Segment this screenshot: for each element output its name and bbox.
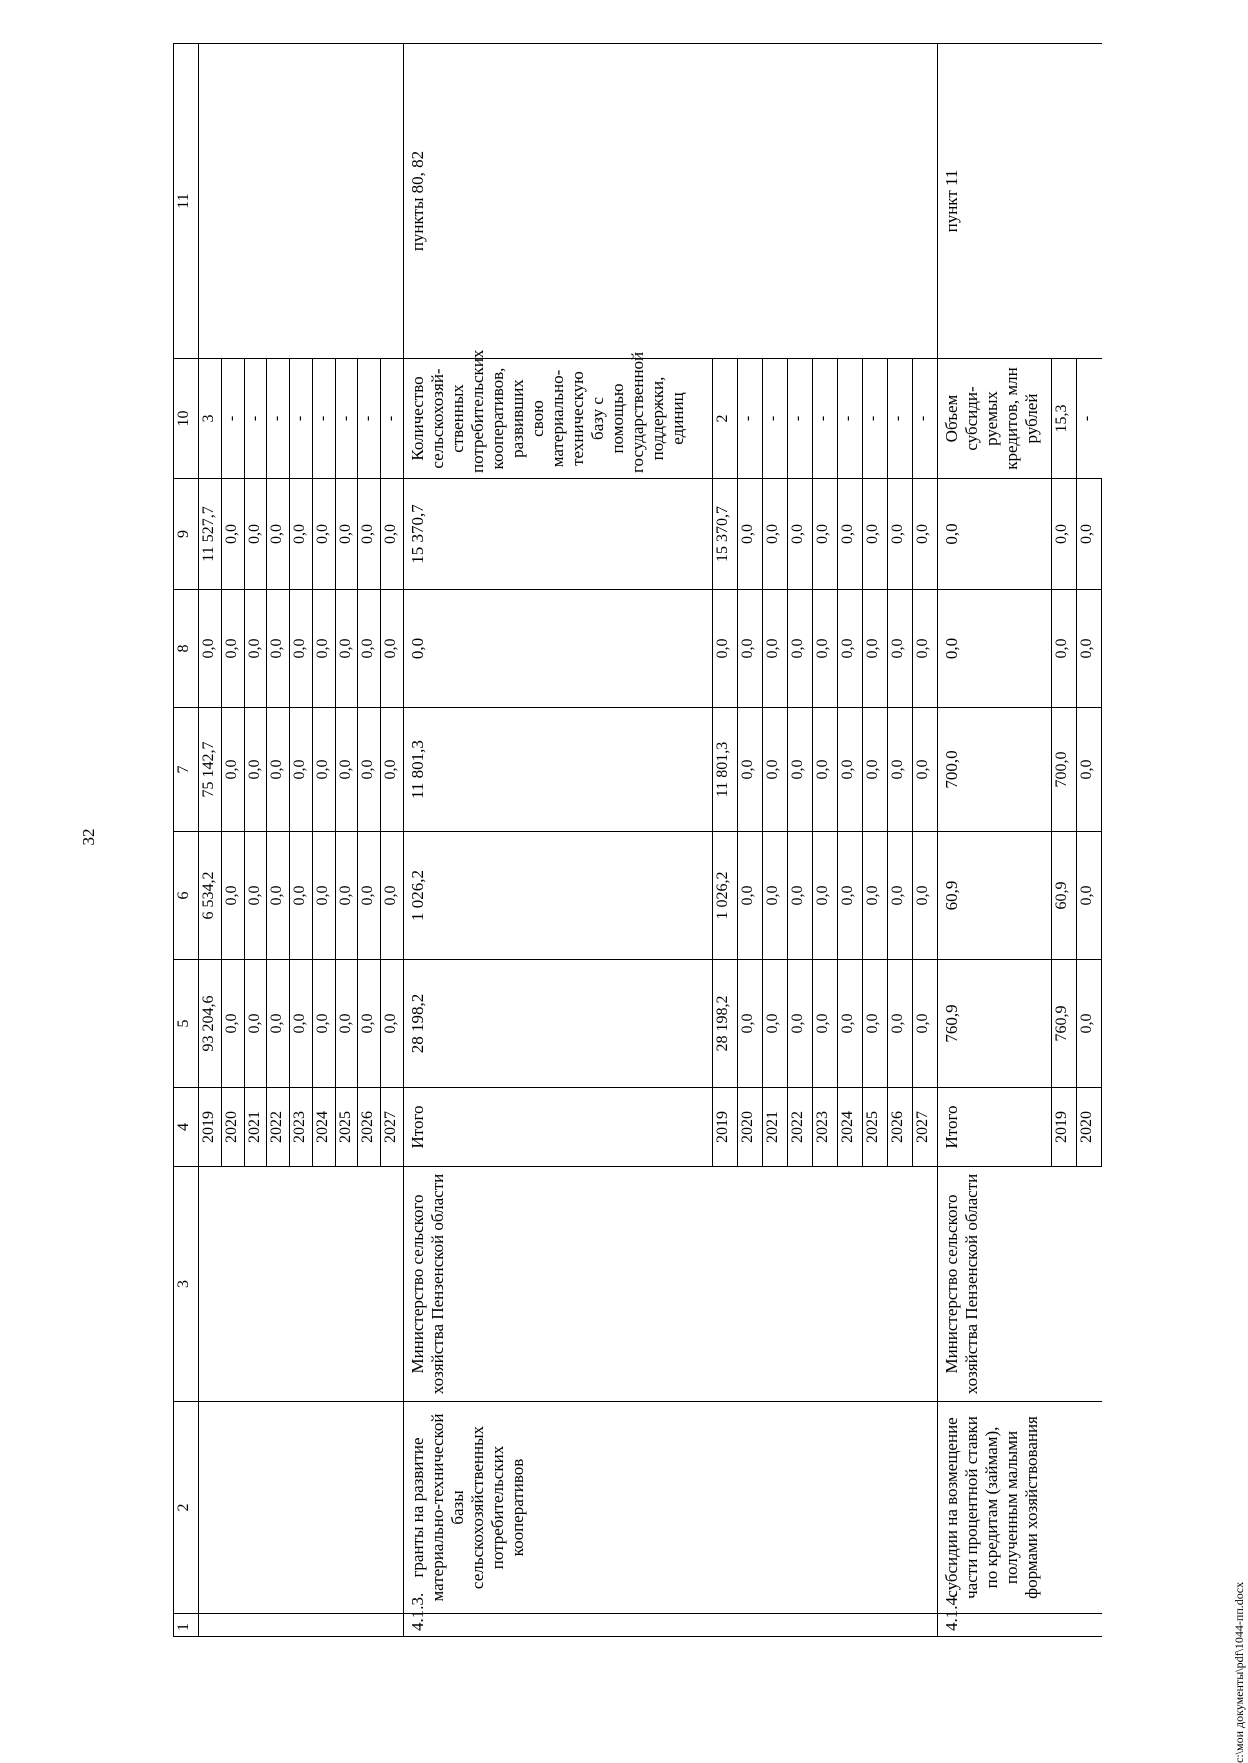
value-c5: 760,9 [1051,960,1076,1088]
value-c5: 0,0 [335,960,358,1088]
total-c5: 28 198,2 [403,960,712,1088]
value-c8: 0,0 [912,590,937,708]
section-executor: Министерство сельского хозяйства Пензенской области [403,1167,937,1402]
value-c7: 11 801,3 [713,708,738,832]
value-c9: 0,0 [788,479,813,590]
value-c7: 0,0 [312,708,335,832]
value-c9: 0,0 [221,479,244,590]
value-c7: 0,0 [887,708,912,832]
year-cell: 2020 [738,1088,763,1167]
value-c5: 93 204,6 [198,960,221,1088]
indicator-cell: Объем субсиди-руемых кредитов, млн рублей [937,359,1051,479]
section-name: гранты на развитие материально-технической базы сельскохозяйственных потребительских кооперативов [403,1402,937,1614]
header-col-8: 8 [174,590,199,708]
value-c7: 0,0 [244,708,267,832]
value-c7: 0,0 [1076,708,1101,832]
year-cell: 2019 [198,1088,221,1167]
header-col-5: 5 [174,960,199,1088]
value-c7: 0,0 [838,708,863,832]
value-c10: - [813,359,838,479]
rotated-table-container [173,44,1102,1637]
value-c7: 0,0 [290,708,313,832]
value-c5: 0,0 [763,960,788,1088]
value-c9: 0,0 [838,479,863,590]
section-code: 4.1.4. [937,1614,1101,1637]
value-c10: - [244,359,267,479]
reference-cell [198,44,403,359]
section-name: субсидии на возмещение части процентной ставки по кредитам (займам), полученным малыми формами хозяйствования [937,1402,1101,1614]
year-cell: 2027 [381,1088,404,1167]
year-cell: 2022 [788,1088,813,1167]
value-c6: 0,0 [738,832,763,960]
value-c9: 0,0 [863,479,888,590]
value-c9: 11 527,7 [198,479,221,590]
executor-cell [198,1167,403,1402]
year-cell: 2019 [713,1088,738,1167]
value-c6: 0,0 [335,832,358,960]
value-c5: 0,0 [912,960,937,1088]
value-c8: 0,0 [1076,590,1101,708]
value-c7: 700,0 [1051,708,1076,832]
value-c8: 0,0 [1051,590,1076,708]
section-total-row [403,44,712,1637]
value-c8: 0,0 [221,590,244,708]
value-c10: - [788,359,813,479]
page-number: 32 [79,828,98,846]
value-c9: 15 370,7 [713,479,738,590]
total-label: Итого [403,1088,712,1167]
value-c8: 0,0 [788,590,813,708]
total-label: Итого [937,1088,1051,1167]
value-c10: 2 [713,359,738,479]
value-c5: 0,0 [738,960,763,1088]
value-c5: 0,0 [312,960,335,1088]
value-c8: 0,0 [763,590,788,708]
value-c8: 0,0 [244,590,267,708]
value-c10: - [1076,359,1101,479]
year-cell: 2026 [358,1088,381,1167]
value-c6: 0,0 [312,832,335,960]
value-c6: 0,0 [267,832,290,960]
value-c10: 15,3 [1051,359,1076,479]
value-c5: 0,0 [358,960,381,1088]
year-cell: 2020 [1076,1088,1101,1167]
value-c10: - [290,359,313,479]
value-c5: 0,0 [813,960,838,1088]
year-cell: 2026 [887,1088,912,1167]
total-c9: 0,0 [937,479,1051,590]
value-c6: 0,0 [838,832,863,960]
value-c8: 0,0 [312,590,335,708]
value-c10: - [887,359,912,479]
value-c5: 0,0 [788,960,813,1088]
value-c6: 6 534,2 [198,832,221,960]
value-c6: 0,0 [221,832,244,960]
value-c6: 0,0 [763,832,788,960]
value-c7: 0,0 [788,708,813,832]
value-c6: 0,0 [813,832,838,960]
value-c8: 0,0 [381,590,404,708]
value-c10: - [312,359,335,479]
program-measures-table [173,43,1102,1637]
value-c10: - [335,359,358,479]
value-c10: 3 [198,359,221,479]
value-c5: 0,0 [221,960,244,1088]
measure-name-cell [198,1402,403,1614]
total-c8: 0,0 [937,590,1051,708]
value-c8: 0,0 [358,590,381,708]
value-c5: 0,0 [244,960,267,1088]
value-c5: 0,0 [267,960,290,1088]
value-c5: 0,0 [863,960,888,1088]
value-c7: 0,0 [912,708,937,832]
value-c10: - [267,359,290,479]
header-col-7: 7 [174,708,199,832]
value-c6: 0,0 [1076,832,1101,960]
value-c7: 0,0 [335,708,358,832]
value-c8: 0,0 [863,590,888,708]
value-c9: 0,0 [290,479,313,590]
value-c9: 0,0 [358,479,381,590]
value-c8: 0,0 [267,590,290,708]
year-cell: 2023 [813,1088,838,1167]
value-c7: 75 142,7 [198,708,221,832]
year-cell: 2021 [763,1088,788,1167]
value-c7: 0,0 [813,708,838,832]
code-cell [198,1614,403,1637]
table-row [198,44,221,1637]
header-col-10: 10 [174,359,199,479]
value-c5: 0,0 [1076,960,1101,1088]
total-c6: 60,9 [937,832,1051,960]
total-c9: 15 370,7 [403,479,712,590]
header-col-4: 4 [174,1088,199,1167]
value-c7: 0,0 [381,708,404,832]
value-c9: 0,0 [1076,479,1101,590]
value-c6: 0,0 [358,832,381,960]
value-c6: 60,9 [1051,832,1076,960]
value-c9: 0,0 [887,479,912,590]
year-cell: 2019 [1051,1088,1076,1167]
value-c7: 0,0 [863,708,888,832]
value-c9: 0,0 [1051,479,1076,590]
value-c9: 0,0 [381,479,404,590]
section-code: 4.1.3. [403,1614,937,1637]
value-c8: 0,0 [713,590,738,708]
value-c7: 0,0 [221,708,244,832]
value-c8: 0,0 [198,590,221,708]
year-cell: 2025 [863,1088,888,1167]
value-c5: 0,0 [290,960,313,1088]
value-c6: 0,0 [244,832,267,960]
value-c7: 0,0 [267,708,290,832]
section-total-row [937,44,1051,1637]
header-col-6: 6 [174,832,199,960]
value-c9: 0,0 [267,479,290,590]
value-c10: - [912,359,937,479]
value-c6: 0,0 [788,832,813,960]
value-c5: 0,0 [887,960,912,1088]
value-c6: 0,0 [381,832,404,960]
value-c8: 0,0 [887,590,912,708]
value-c10: - [381,359,404,479]
value-c5: 0,0 [838,960,863,1088]
header-col-1: 1 [174,1614,199,1637]
value-c8: 0,0 [290,590,313,708]
year-cell: 2027 [912,1088,937,1167]
total-c7: 700,0 [937,708,1051,832]
total-c7: 11 801,3 [403,708,712,832]
value-c10: - [863,359,888,479]
value-c9: 0,0 [244,479,267,590]
total-c6: 1 026,2 [403,832,712,960]
value-c5: 28 198,2 [713,960,738,1088]
value-c6: 0,0 [863,832,888,960]
total-c8: 0,0 [403,590,712,708]
total-c5: 760,9 [937,960,1051,1088]
year-cell: 2022 [267,1088,290,1167]
value-c6: 0,0 [912,832,937,960]
value-c6: 0,0 [887,832,912,960]
header-col-3: 3 [174,1167,199,1402]
year-cell: 2025 [335,1088,358,1167]
footer-file-path: c:\мои документы\pdf\1044-пп.docx [1232,1581,1246,1763]
value-c8: 0,0 [813,590,838,708]
value-c10: - [838,359,863,479]
year-cell: 2023 [290,1088,313,1167]
value-c10: - [763,359,788,479]
value-c9: 0,0 [312,479,335,590]
value-c8: 0,0 [838,590,863,708]
section-executor: Министерство сельского хозяйства Пензенской области [937,1167,1101,1402]
year-cell: 2024 [312,1088,335,1167]
header-col-9: 9 [174,479,199,590]
value-c9: 0,0 [763,479,788,590]
value-c10: - [221,359,244,479]
header-col-11: 11 [174,44,199,359]
value-c9: 0,0 [912,479,937,590]
value-c6: 0,0 [290,832,313,960]
value-c8: 0,0 [335,590,358,708]
value-c10: - [358,359,381,479]
section-reference: пункт 11 [937,44,1101,359]
value-c7: 0,0 [763,708,788,832]
year-cell: 2020 [221,1088,244,1167]
value-c7: 0,0 [358,708,381,832]
section-reference: пункты 80, 82 [403,44,937,359]
value-c9: 0,0 [813,479,838,590]
value-c9: 0,0 [738,479,763,590]
year-cell: 2024 [838,1088,863,1167]
indicator-cell: Количество сельскохозяй-ственных потребительских кооперативов, развивших свою материально-техническую базу с помощью государственной поддержки, единиц [403,359,712,479]
value-c5: 0,0 [381,960,404,1088]
value-c9: 0,0 [335,479,358,590]
value-c10: - [738,359,763,479]
value-c7: 0,0 [738,708,763,832]
header-row [174,44,199,1637]
year-cell: 2021 [244,1088,267,1167]
value-c8: 0,0 [738,590,763,708]
value-c6: 1 026,2 [713,832,738,960]
header-col-2: 2 [174,1402,199,1614]
